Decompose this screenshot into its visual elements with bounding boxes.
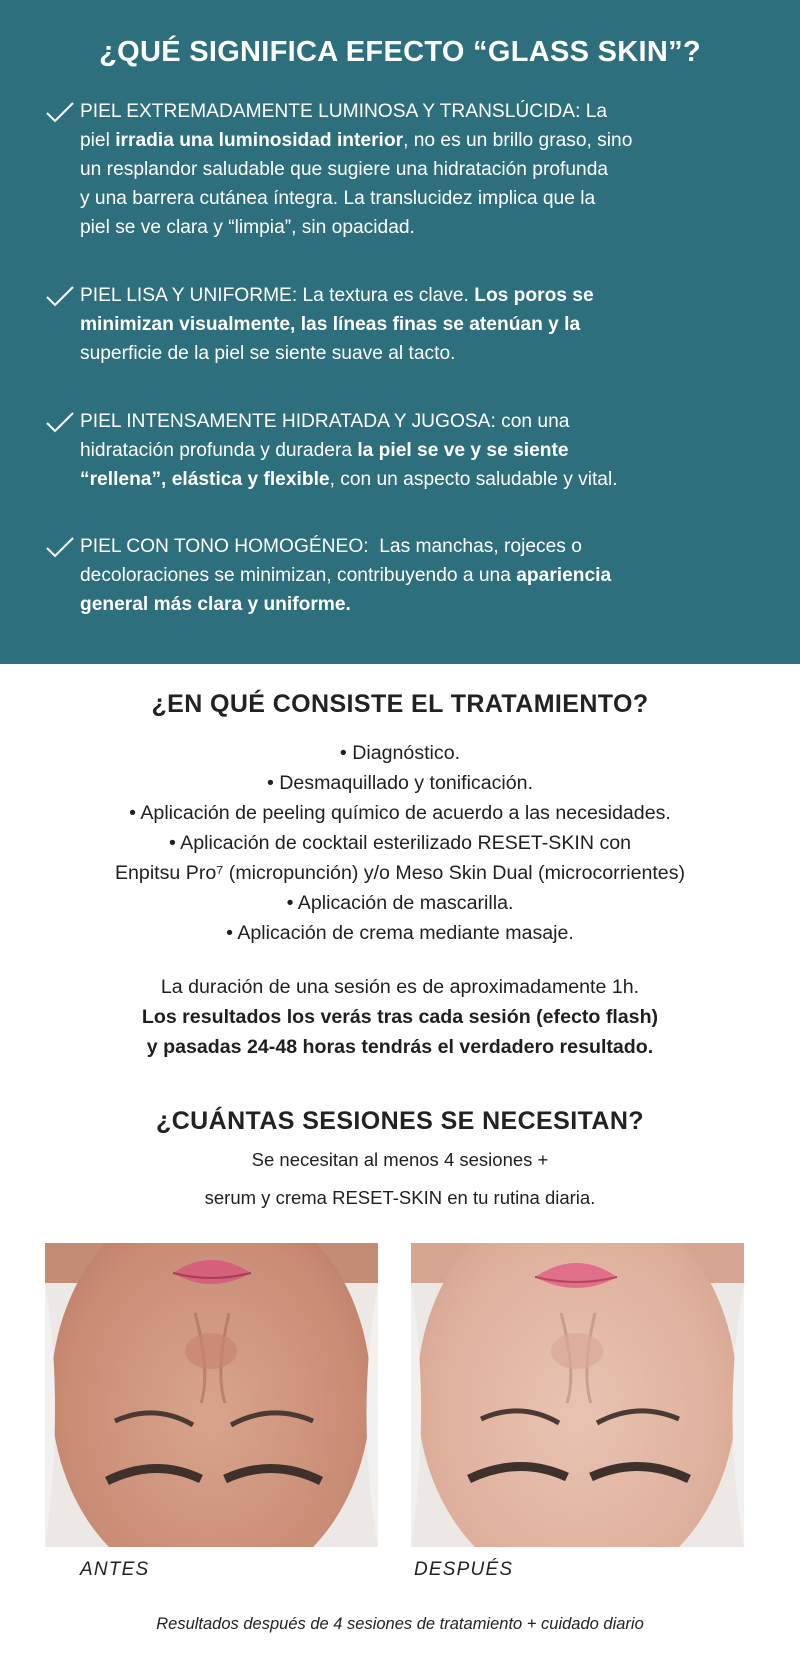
after-label: DESPUÉS [414, 1559, 514, 1580]
text-run: decoloraciones se minimizan, contribuyendo a una [80, 565, 517, 586]
bold-run: irradia una luminosidad interior [115, 130, 404, 151]
before-photo [45, 1243, 378, 1547]
checkmark-icon [44, 281, 78, 310]
step-item: • Aplicación de crema mediante masaje. [226, 922, 574, 944]
results-line-1: Los resultados los verás tras cada sesión (efecto flash) [141, 1006, 659, 1028]
checkmark-icon [44, 407, 78, 436]
benefit-hydrated [44, 407, 756, 494]
text-line: superficie de la piel se siente suave al tacto. [80, 343, 456, 364]
benefit-smooth [44, 281, 756, 368]
benefit-even-tone [44, 532, 756, 619]
results-line-2: y pasadas 24-48 horas tendrás el verdadero resultado. [146, 1036, 654, 1058]
text-line: piel se ve clara y “limpia”, sin opacidad. [80, 217, 415, 238]
benefit-heading: PIEL INTENSAMENTE HIDRATADA Y JUGOSA: con una [80, 411, 570, 432]
text-run: piel [80, 130, 116, 151]
bold-run: la piel se ve y se siente [357, 440, 569, 461]
step-item: • Diagnóstico. [339, 742, 461, 764]
bold-run: “rellena”, elástica y flexible [80, 469, 330, 490]
text-run: , no es un brillo graso, sino [403, 130, 633, 151]
benefit-heading: PIEL EXTREMADAMENTE LUMINOSA Y TRANSLÚCIDA: La [80, 101, 608, 122]
treatment-steps [0, 738, 800, 948]
sessions-section [0, 1107, 800, 1136]
bold-line: minimizan visualmente, las líneas finas se atenúan y la [80, 314, 581, 335]
text-line: un resplandor saludable que sugiere una hidratación profunda [80, 159, 609, 180]
after-photo [411, 1243, 744, 1547]
treatment-section [0, 690, 800, 719]
bold-run: Los poros se [474, 285, 594, 306]
step-item: • Aplicación de cocktail esterilizado RESET-SKIN con [168, 832, 632, 854]
sessions-text [0, 1141, 800, 1217]
bold-run: apariencia [516, 565, 612, 586]
treatment-title: ¿EN QUÉ CONSISTE EL TRATAMIENTO? [151, 690, 649, 718]
text-run: , con un aspecto saludable y vital. [329, 469, 618, 490]
sessions-line-2: serum y crema RESET-SKIN en tu rutina diaria. [204, 1187, 596, 1208]
duration-text: La duración de una sesión es de aproximadamente 1h. [160, 976, 640, 998]
before-label: ANTES [80, 1559, 150, 1580]
step-item: Enpitsu Pro⁷ (micropunción) y/o Meso Skin Dual (microcorrientes) [114, 862, 686, 884]
benefit-luminous [44, 97, 756, 242]
duration-block [0, 972, 800, 1062]
step-item: • Aplicación de peeling químico de acuerdo a las necesidades. [129, 802, 671, 824]
text-run: hidratación profunda y duradera [80, 440, 358, 461]
results-caption: Resultados después de 4 sesiones de tratamiento + cuidado diario [156, 1615, 644, 1633]
checkmark-icon [44, 97, 78, 126]
benefit-heading: PIEL LISA Y UNIFORME: La textura es clave. [80, 285, 475, 306]
sessions-line-1: Se necesitan al menos 4 sesiones + [251, 1149, 549, 1170]
page-title: ¿QUÉ SIGNIFICA EFECTO “GLASS SKIN”? [99, 36, 701, 68]
step-item: • Aplicación de mascarilla. [286, 892, 514, 914]
bold-line: general más clara y uniforme. [80, 594, 351, 615]
checkmark-icon [44, 532, 78, 561]
sessions-title: ¿CUÁNTAS SESIONES SE NECESITAN? [156, 1107, 644, 1135]
step-item: • Desmaquillado y tonificación. [266, 772, 534, 794]
glass-skin-panel [0, 0, 800, 664]
benefit-heading: PIEL CON TONO HOMOGÉNEO: Las manchas, rojeces o [80, 536, 582, 557]
text-line: y una barrera cutánea íntegra. La translucidez implica que la [80, 188, 596, 209]
